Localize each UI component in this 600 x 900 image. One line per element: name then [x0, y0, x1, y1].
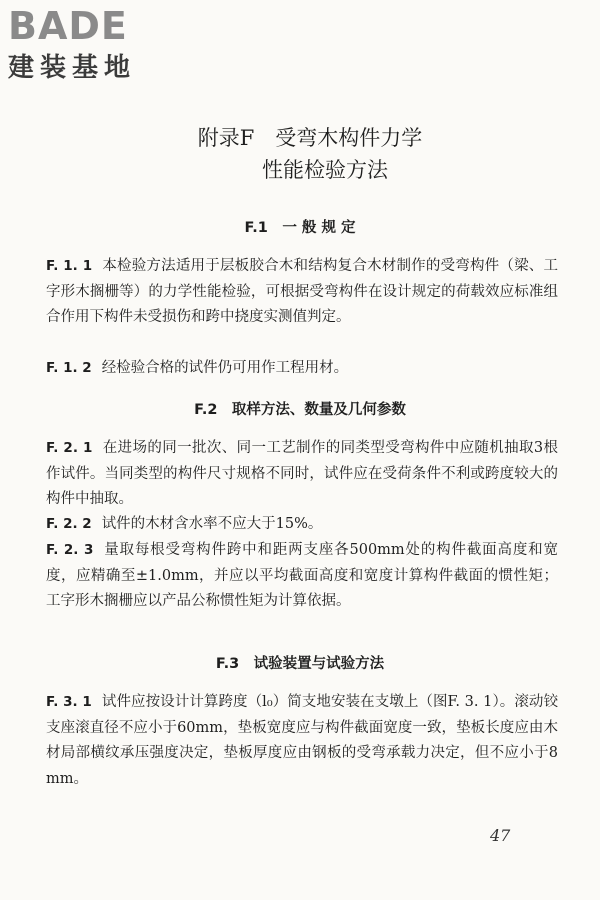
logo [8, 6, 178, 86]
clause-text: 试件应按设计计算跨度（l₀）简支地安装在支墩上（图F. 3. 1）。滚动铰支座滚直径不应小于60mm，垫板宽度应与构件截面宽度一致，垫板长度应由木材局部横纹承压强度决定，垫板厚度应由钢板的受弯承载力决定，但不应小于8mm。 [46, 694, 558, 787]
clause-number: F. 2. 1 [46, 440, 93, 456]
clause-number: F. 3. 1 [46, 694, 92, 710]
clause-number: F. 1. 1 [46, 258, 93, 274]
clause-text: 量取每根受弯构件跨中和距两支座各500mm处的构件截面高度和宽度，应精确至±1.0mm，并应以平均截面高度和宽度计算构件截面的惯性矩；工字形木搁栅应以产品公称惯性矩为计算依据。 [46, 542, 558, 609]
clause-f-2-3 [46, 538, 558, 615]
clause-f-1-1 [46, 254, 558, 331]
clause-number: F. 2. 2 [46, 516, 92, 532]
page-number: 47 [490, 826, 511, 845]
clause-text: 本检验方法适用于层板胶合木和结构复合木材制作的受弯构件（梁、工字形木搁栅等）的力学性能检验，可根据受弯构件在设计规定的荷载效应标准组合作用下构件未受损伤和跨中挠度实测值判定。 [46, 258, 559, 325]
title-line-2: 性能检验方法 [262, 158, 388, 182]
clause-f-1-2 [46, 356, 558, 382]
clause-f-3-1 [46, 690, 558, 792]
clause-number: F. 2. 3 [46, 542, 94, 558]
clause-f-2-2 [46, 512, 558, 538]
logo-text-en: BADE [8, 4, 128, 48]
clause-text: 经检验合格的试件仍可用作工程用材。 [101, 360, 349, 376]
section-heading-f1: F.1 一 般 规 定 [244, 220, 356, 236]
clause-number: F. 1. 2 [46, 360, 92, 376]
clause-text: 在进场的同一批次、同一工艺制作的同类型受弯构件中应随机抽取3根作试件。当同类型的构件尺寸规格不同时，试件应在受荷条件不利或跨度较大的构件中抽取。 [46, 440, 558, 507]
section-heading-f2: F.2 取样方法、数量及几何参数 [194, 402, 406, 418]
title-line-1: 附录F 受弯木构件力学 [197, 126, 423, 150]
logo-text-zh: 建装基地 [8, 53, 137, 83]
clause-f-2-1 [46, 436, 558, 513]
section-heading-f3: F.3 试验装置与试验方法 [215, 656, 385, 672]
appendix-title [0, 122, 600, 186]
clause-text: 试件的木材含水率不应大于15%。 [101, 516, 323, 532]
